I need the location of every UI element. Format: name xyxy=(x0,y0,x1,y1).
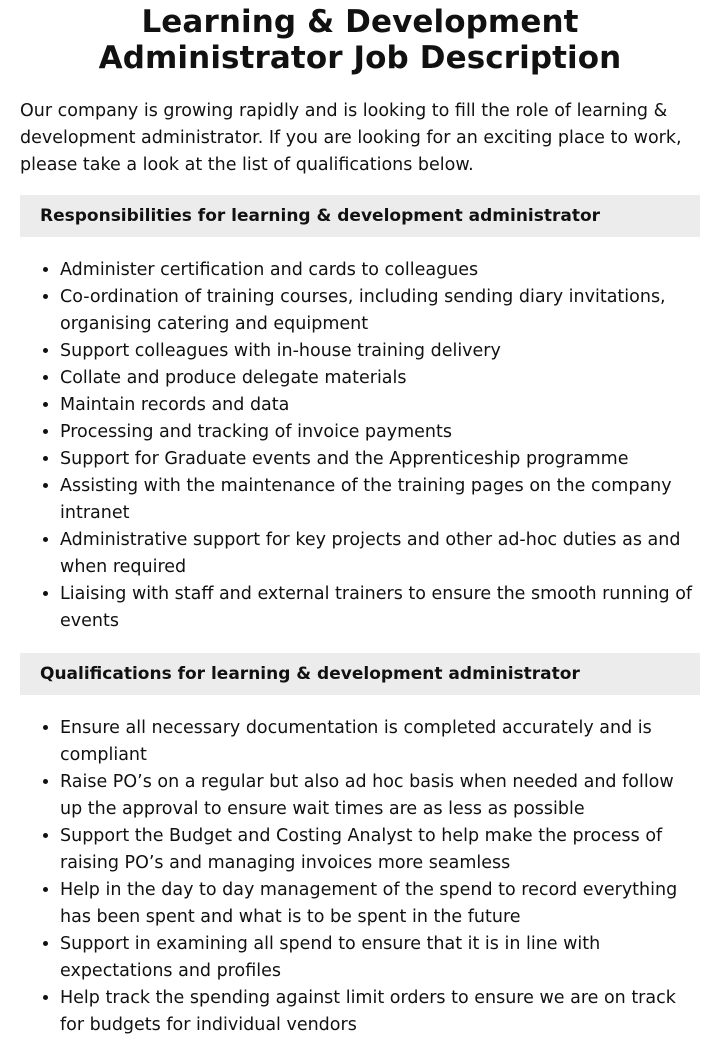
list-item: • Administrative support for key projects and other ad-hoc duties as and when required xyxy=(60,527,700,581)
list-item: • Administer certification and cards to colleagues xyxy=(60,257,700,284)
list-item: • Support colleagues with in-house training delivery xyxy=(60,338,700,365)
list-item: • Help in the day to day management of the spend to record everything has been spent and what is to be spent in the future xyxy=(60,877,700,931)
list-item: • Collate and produce delegate materials xyxy=(60,365,700,392)
responsibilities-list xyxy=(20,257,700,635)
list-item: • Support the Budget and Costing Analyst to help make the process of raising PO’s and managing invoices more seamless xyxy=(60,823,700,877)
list-item: • Assisting with the maintenance of the training pages on the company intranet xyxy=(60,473,700,527)
list-item: • Support for Graduate events and the Apprenticeship programme xyxy=(60,446,700,473)
list-item: • Maintain records and data xyxy=(60,392,700,419)
intro-paragraph: Our company is growing rapidly and is looking to fill the role of learning & development administrator. If you are looking for an exciting place to work, please take a look at the list of qualifications below. xyxy=(20,101,682,175)
list-item: • Raise PO’s on a regular but also ad hoc basis when needed and follow up the approval to ensure wait times are as less as possible xyxy=(60,769,700,823)
list-item: • Support in examining all spend to ensure that it is in line with expectations and profiles xyxy=(60,931,700,985)
qualifications-list xyxy=(20,715,700,1039)
list-item: • Ensure all necessary documentation is completed accurately and is compliant xyxy=(60,715,700,769)
list-item: • Liaising with staff and external trainers to ensure the smooth running of events xyxy=(60,581,700,635)
page-title: Learning & Development Administrator Job Description xyxy=(98,4,622,76)
responsibilities-heading: Responsibilities for learning & development administrator xyxy=(20,195,700,237)
list-item: • Co-ordination of training courses, including sending diary invitations, organising catering and equipment xyxy=(60,284,700,338)
qualifications-heading: Qualifications for learning & development administrator xyxy=(20,653,700,695)
list-item: • Help track the spending against limit orders to ensure we are on track for budgets for individual vendors xyxy=(60,985,700,1039)
list-item: • Processing and tracking of invoice payments xyxy=(60,419,700,446)
